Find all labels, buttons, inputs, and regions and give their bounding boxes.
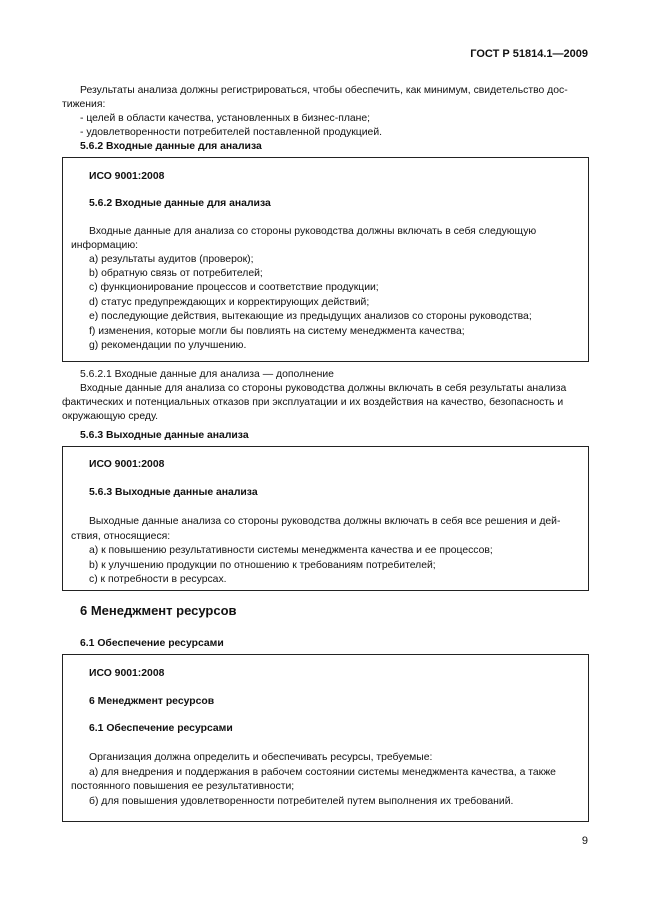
list-item: c) к потребности в ресурсах. [89,574,227,585]
list-item: a) результаты аудитов (проверок); [89,254,254,265]
list-item: а) для внедрения и поддержания в рабочем состоянии системы менеджмента качества, а также [89,767,556,778]
paragraph-line: Входные данные для анализа со стороны руководства должны включать в себя результаты анализа [80,383,567,394]
intro-paragraph [62,84,590,140]
subsection-5-6-2-1 [62,368,590,424]
list-item: - удовлетворенности потребителей поставленной продукцией. [80,127,383,138]
iso-quote-box-6-1 [62,654,589,822]
list-item-cont: постоянного повышения ее результативности; [71,781,295,792]
section-heading-5-6-3: 5.6.3 Выходные данные анализа [80,430,249,441]
list-item: b) к улучшению продукции по отношению к требованиям потребителей; [89,560,436,571]
list-item: d) статус предупреждающих и корректирующих действий; [89,297,370,308]
box-heading: 6.1 Обеспечение ресурсами [89,723,233,734]
iso-standard-label: ИСО 9001:2008 [89,459,165,470]
list-item: - целей в области качества, установленных в бизнес-плане; [80,113,371,124]
paragraph-line: фактических и потенциальных отказов при эксплуатации и их воздействия на качество, безопасность и [62,397,564,408]
box-heading: 5.6.2 Входные данные для анализа [89,198,271,209]
iso-quote-box-5-6-3 [62,446,589,591]
box-heading: 6 Менеджмент ресурсов [89,696,215,707]
list-item: f) изменения, которые могли бы повлиять на систему менеджмента качества; [89,326,465,337]
intro-text: Результаты анализа должны регистрироваться, чтобы обеспечить, как минимум, свидетельство дос- [80,85,568,96]
section-heading-5-6-2: 5.6.2 Входные данные для анализа [80,141,262,152]
iso-standard-label: ИСО 9001:2008 [89,668,165,679]
intro-text-cont: тижения: [62,99,106,110]
box-paragraph-cont: ствия, относящиеся: [71,531,171,542]
subsection-heading: 5.6.2.1 Входные данные для анализа — дополнение [80,369,334,380]
iso-standard-label: ИСО 9001:2008 [89,171,165,182]
box-heading: 5.6.3 Выходные данные анализа [89,487,258,498]
document-id: ГОСТ Р 51814.1—2009 [470,48,588,60]
box-paragraph-cont: информацию: [71,240,139,251]
list-item: b) обратную связь от потребителей; [89,268,263,279]
list-item: g) рекомендации по улучшению. [89,340,247,351]
paragraph-line: окружающую среду. [62,411,158,422]
box-paragraph: Выходные данные анализа со стороны руководства должны включать в себя все решения и дей- [89,516,561,527]
box-paragraph: Входные данные для анализа со стороны руководства должны включать в себя следующую [89,226,537,237]
list-item: c) функционирование процессов и соответствие продукции; [89,282,379,293]
section-heading-6-1: 6.1 Обеспечение ресурсами [80,638,224,649]
list-item: a) к повышению результативности системы менеджмента качества и ее процессов; [89,545,493,556]
box-paragraph: Организация должна определить и обеспечивать ресурсы, требуемые: [89,752,433,763]
section-heading-6: 6 Менеджмент ресурсов [80,603,237,618]
list-item: e) последующие действия, вытекающие из предыдущих анализов со стороны руководства; [89,311,532,322]
iso-quote-box-5-6-2 [62,157,589,362]
page-number: 9 [581,835,588,847]
list-item: б) для повышения удовлетворенности потребителей путем выполнения их требований. [89,796,514,807]
